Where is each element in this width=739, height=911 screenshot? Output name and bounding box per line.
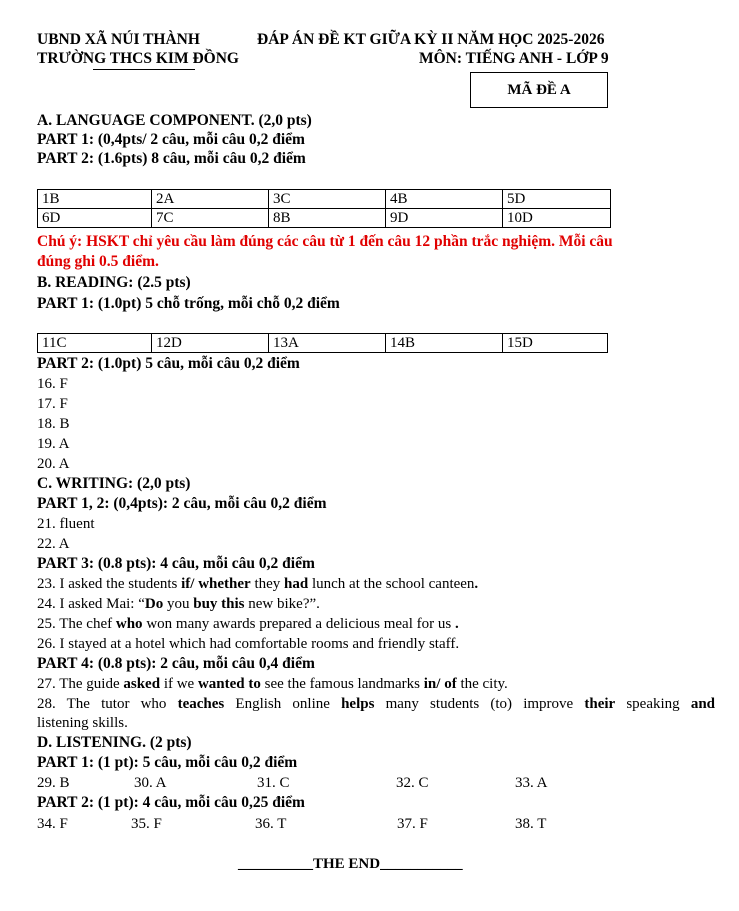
- answer-keyword: and: [690, 696, 716, 712]
- answer-text: many students (to) improve: [374, 696, 585, 712]
- exam-code: MÃ ĐỀ A: [507, 81, 571, 98]
- answer-23: [37, 575, 478, 593]
- answer-keyword: .: [474, 576, 479, 592]
- answer-text: won many awards prepared a delicious meal for us: [142, 616, 455, 632]
- table-cell: 1B: [38, 190, 152, 209]
- answer-25: [37, 615, 459, 633]
- answer-24: [37, 595, 320, 613]
- answer-text: new bike?”.: [244, 596, 320, 612]
- answer-text: 28. The tutor who: [37, 696, 178, 712]
- section-c-part4: PART 4: (0.8 pts): 2 câu, mỗi câu 0,4 điểm: [37, 655, 315, 672]
- answer-37: 37. F: [397, 816, 428, 832]
- answer-28-line1: [37, 695, 715, 713]
- section-b-answer-table: [37, 333, 608, 353]
- answer-text: they: [250, 576, 285, 592]
- table-cell: 5D: [503, 190, 611, 209]
- answer-text: 27. The guide: [37, 676, 124, 692]
- answer-33: 33. A: [515, 775, 548, 791]
- answer-31: 31. C: [257, 775, 290, 791]
- table-cell: 7C: [152, 209, 269, 228]
- answer-29: 29. B: [37, 775, 70, 791]
- answer-35: 35. F: [131, 816, 162, 832]
- table-cell: 10D: [503, 209, 611, 228]
- answer-keyword: if/ whether: [181, 576, 251, 592]
- section-c-title: C. WRITING: (2,0 pts): [37, 475, 191, 492]
- answer-keyword: asked: [123, 676, 161, 692]
- answer-text: you: [163, 596, 194, 612]
- answer-22: 22. A: [37, 536, 70, 552]
- answer-21: 21. fluent: [37, 516, 95, 532]
- special-needs-note-line2: đúng ghi 0.5 điểm.: [37, 253, 159, 270]
- header-exam-title: ĐÁP ÁN ĐỀ KT GIỮA KỲ II NĂM HỌC 2025-2026: [257, 31, 605, 48]
- section-d-title: D. LISTENING. (2 pts): [37, 734, 192, 751]
- section-b-title: B. READING: (2.5 pts): [37, 274, 191, 291]
- answer-27: [37, 675, 508, 693]
- answer-keyword: helps: [341, 696, 375, 712]
- answer-keyword: their: [584, 696, 616, 712]
- answer-text: if we: [160, 676, 198, 692]
- answer-38: 38. T: [515, 816, 547, 832]
- answer-30: 30. A: [134, 775, 167, 791]
- special-needs-note-line1: Chú ý: HSKT chỉ yêu cầu làm đúng các câu từ 1 đến câu 12 phần trắc nghiệm. Mỗi câu: [37, 233, 613, 250]
- table-cell: 6D: [38, 209, 152, 228]
- table-cell: 12D: [152, 334, 269, 353]
- header-authority: UBND XÃ NÚI THÀNH: [37, 31, 200, 48]
- section-b-part2: PART 2: (1.0pt) 5 câu, mỗi câu 0,2 điểm: [37, 355, 300, 372]
- answer-19: 19. A: [37, 436, 70, 452]
- answer-26: 26. I stayed at a hotel which had comfortable rooms and friendly staff.: [37, 636, 460, 652]
- answer-18: 18. B: [37, 416, 70, 432]
- table-cell: 9D: [386, 209, 503, 228]
- answer-keyword: wanted to: [197, 676, 261, 692]
- table-cell: 4B: [386, 190, 503, 209]
- table-cell: 2A: [152, 190, 269, 209]
- table-cell: 14B: [386, 334, 503, 353]
- answer-keyword: Do: [144, 596, 164, 612]
- answer-text: 23. I asked the students: [37, 576, 182, 592]
- answer-text: 25. The chef: [37, 616, 116, 632]
- section-a-part2: PART 2: (1.6pts) 8 câu, mỗi câu 0,2 điểm: [37, 150, 306, 167]
- table-cell: 15D: [503, 334, 608, 353]
- answer-text: English online: [224, 696, 342, 712]
- answer-keyword: .: [454, 616, 459, 632]
- answer-keyword: teaches: [177, 696, 225, 712]
- section-b-part1: PART 1: (1.0pt) 5 chỗ trống, mỗi chỗ 0,2 điểm: [37, 295, 340, 312]
- answer-keyword: buy this: [193, 596, 245, 612]
- answer-text: 24. I asked Mai: “: [37, 596, 145, 612]
- answer-20: 20. A: [37, 456, 70, 472]
- answer-34: 34. F: [37, 816, 68, 832]
- answer-28-line2: listening skills.: [37, 715, 128, 731]
- section-c-part12: PART 1, 2: (0,4pts): 2 câu, mỗi câu 0,2 điểm: [37, 495, 327, 512]
- answer-32: 32. C: [396, 775, 429, 791]
- section-c-part3: PART 3: (0.8 pts): 4 câu, mỗi câu 0,2 điểm: [37, 555, 315, 572]
- answer-keyword: who: [115, 616, 143, 632]
- answer-16: 16. F: [37, 376, 68, 392]
- section-d-part1: PART 1: (1 pt): 5 câu, mỗi câu 0,2 điểm: [37, 754, 298, 771]
- section-a-title: A. LANGUAGE COMPONENT. (2,0 pts): [37, 112, 312, 129]
- table-cell: 11C: [38, 334, 152, 353]
- answer-17: 17. F: [37, 396, 68, 412]
- header-subject: MÔN: TIẾNG ANH - LỚP 9: [419, 50, 609, 67]
- answer-36: 36. T: [255, 816, 287, 832]
- answer-keyword: had: [284, 576, 309, 592]
- table-row: [38, 190, 611, 209]
- answer-keyword: in/ of: [423, 676, 457, 692]
- answer-text: lunch at the school canteen: [308, 576, 475, 592]
- answer-text: speaking: [615, 696, 691, 712]
- the-end-footer: __________THE END___________: [238, 856, 463, 872]
- table-cell: 13A: [269, 334, 386, 353]
- header-underline: [93, 69, 195, 70]
- section-a-part1: PART 1: (0,4pts/ 2 câu, mỗi câu 0,2 điểm: [37, 131, 305, 148]
- table-row: [38, 334, 608, 353]
- table-cell: 3C: [269, 190, 386, 209]
- table-row: [38, 209, 611, 228]
- section-d-part2: PART 2: (1 pt): 4 câu, mỗi câu 0,25 điểm: [37, 794, 305, 811]
- table-cell: 8B: [269, 209, 386, 228]
- answer-text: the city.: [456, 676, 508, 692]
- exam-code-box: [470, 72, 608, 108]
- header-school: TRƯỜNG THCS KIM ĐỒNG: [37, 50, 239, 67]
- section-a-answer-table: [37, 189, 611, 228]
- answer-text: see the famous landmarks: [260, 676, 424, 692]
